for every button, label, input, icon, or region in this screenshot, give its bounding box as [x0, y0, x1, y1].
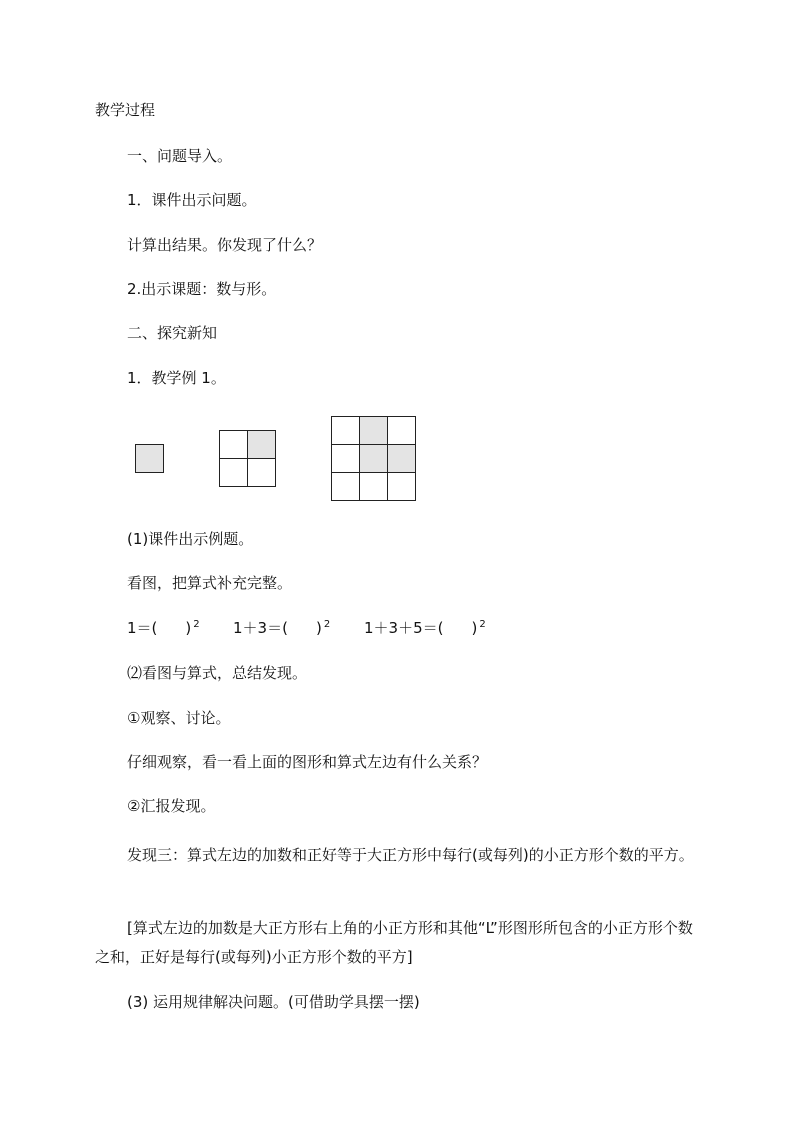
equation-left: 1＋3＋5＝( — [364, 619, 444, 637]
example-title: 1．教学例 1。 — [127, 369, 226, 387]
grid-cell — [360, 473, 388, 501]
grid-cell — [248, 459, 276, 487]
prompt-text: 仔细观察，看一看上面的图形和算式左边有什么关系？ — [127, 753, 488, 771]
item-one-text: 1．课件出示问题。 — [127, 191, 257, 209]
grid-cell — [220, 459, 248, 487]
grid-cell — [220, 431, 248, 459]
equation-right: ) — [185, 619, 192, 637]
step-three-text: (3) 运用规律解决问题。(可借助学具摆一摆) — [127, 993, 420, 1011]
grid-cell — [248, 431, 276, 459]
grid-cell — [388, 473, 416, 501]
grid-cell — [332, 445, 360, 473]
grid-cell — [388, 445, 416, 473]
figure-three-grid — [331, 416, 416, 501]
equation-exponent: 2 — [323, 619, 331, 630]
figure-one-square — [135, 444, 164, 473]
page-heading: 教学过程 — [95, 101, 156, 119]
section-two-title: 二、探究新知 — [127, 324, 218, 342]
grid-cell — [388, 417, 416, 445]
instruction-text: 看图，把算式补充完整。 — [127, 574, 293, 592]
section-one-title: 一、问题导入。 — [127, 147, 233, 165]
grid-cell — [136, 445, 164, 473]
equation-right: ) — [315, 619, 322, 637]
finding-paragraph: 发现三：算式左边的加数和正好等于大正方形中每行(或每列)的小正方形个数的平方。 — [127, 846, 694, 864]
step-two-text: ⑵看图与算式，总结发现。 — [127, 664, 308, 682]
question-text: 计算出结果。你发现了什么？ — [127, 236, 323, 254]
figure-two-grid — [219, 430, 276, 487]
equation-exponent: 2 — [479, 619, 486, 630]
grid-cell — [360, 445, 388, 473]
equation-right: ) — [471, 619, 478, 637]
equation-one — [127, 618, 200, 641]
equation-left: 1＝( — [127, 619, 158, 637]
sub-two-text: ②汇报发现。 — [127, 797, 216, 815]
grid-cell — [332, 473, 360, 501]
step-one-text: (1)课件出示例题。 — [127, 530, 254, 548]
grid-cell — [332, 417, 360, 445]
note-paragraph: [算式左边的加数是大正方形右上角的小正方形和其他“L”形图形所包含的小正方形个数之和，正好是每行(或每列)小正方形个数的平方] — [95, 919, 693, 966]
equation-exponent: 2 — [193, 619, 200, 630]
item-two-text: 2.出示课题：数与形。 — [127, 280, 277, 298]
sub-one-text: ①观察、讨论。 — [127, 709, 231, 727]
equation-two — [233, 618, 330, 641]
equation-three — [364, 618, 486, 641]
equation-left: 1＋3＝( — [233, 619, 288, 637]
grid-cell — [360, 417, 388, 445]
